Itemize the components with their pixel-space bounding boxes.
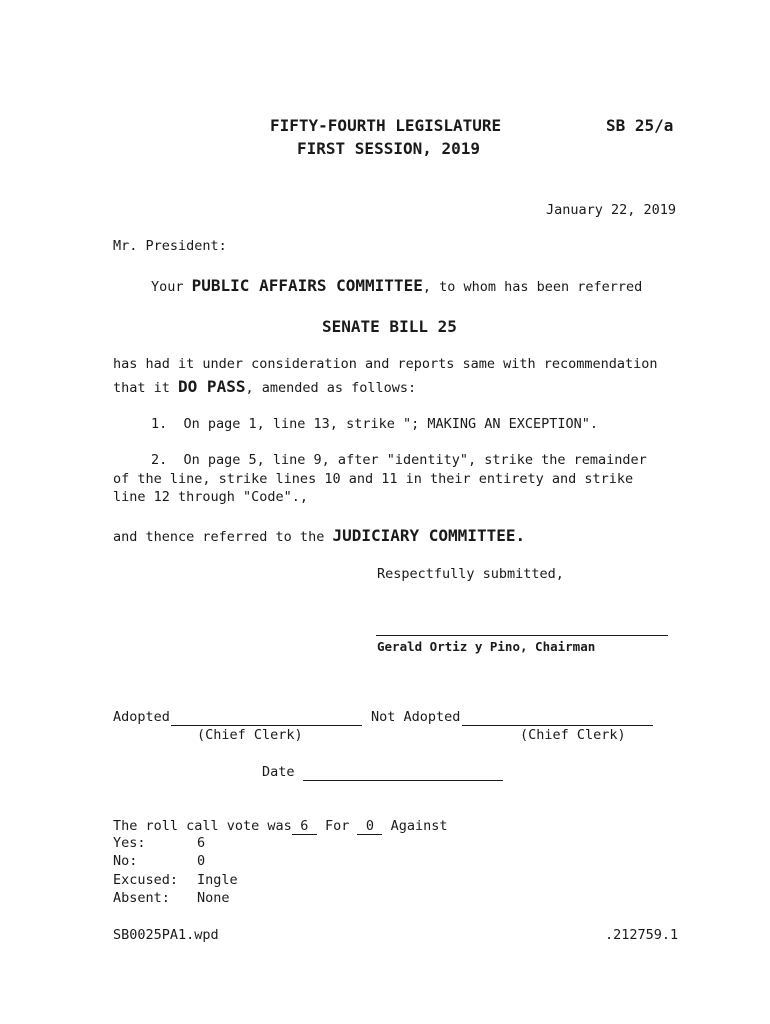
closing: Respectfully submitted, (377, 566, 564, 582)
excused-label: Excused: (113, 872, 179, 888)
bill-title: SENATE BILL 25 (322, 317, 457, 336)
report-line-2-suffix: , amended as follows: (245, 380, 417, 396)
intro-line (151, 276, 642, 295)
committee-name: PUBLIC AFFAIRS COMMITTEE (191, 276, 423, 295)
yes-value: 6 (197, 835, 206, 851)
for-label: For (324, 818, 350, 834)
absent-value: None (197, 890, 230, 906)
referral-committee: JUDICIARY COMMITTEE. (332, 526, 526, 545)
roll-call-line (113, 818, 448, 835)
bill-reference: SB 25/a (606, 116, 674, 135)
signature-name: Gerald Ortiz y Pino, Chairman (377, 639, 596, 654)
recommendation: DO PASS (178, 377, 246, 396)
against-label: Against (390, 818, 448, 834)
session-heading: FIRST SESSION, 2019 (297, 139, 481, 158)
report-date: January 22, 2019 (546, 202, 677, 218)
intro-prefix: Your (151, 279, 192, 295)
excused-value: Ingle (197, 872, 238, 888)
no-value: 0 (197, 853, 206, 869)
absent-label: Absent: (113, 890, 170, 906)
for-count: 6 (292, 818, 317, 835)
date-label: Date (262, 764, 295, 780)
chief-clerk-label-1: (Chief Clerk) (197, 727, 303, 743)
amendment-1: 1. On page 1, line 13, strike "; MAKING AN EXCEPTION". (151, 416, 599, 432)
legislature-heading: FIFTY-FOURTH LEGISLATURE (270, 116, 502, 135)
footer-doc-number: .212759.1 (605, 927, 679, 943)
report-line-2-prefix: that it (113, 380, 179, 396)
no-label: No: (113, 853, 138, 869)
adopted-label: Adopted (113, 709, 170, 725)
signature-line (376, 635, 668, 636)
intro-suffix: , to whom has been referred (422, 279, 643, 295)
adopted-signature-line (171, 725, 362, 726)
report-line-1: has had it under consideration and reports same with recommendation (113, 356, 658, 372)
against-count: 0 (357, 818, 382, 835)
salutation: Mr. President: (113, 238, 227, 254)
date-line (303, 780, 503, 781)
amendment-2-line-2: of the line, strike lines 10 and 11 in their entirety and strike (113, 471, 634, 487)
amendment-2-line-1: 2. On page 5, line 9, after "identity", strike the remainder (151, 452, 647, 468)
referral-line (113, 526, 525, 545)
yes-label: Yes: (113, 835, 146, 851)
report-line-2 (113, 377, 416, 396)
roll-call-prefix: The roll call vote was (113, 818, 292, 834)
chief-clerk-label-2: (Chief Clerk) (520, 727, 626, 743)
footer-filename: SB0025PA1.wpd (113, 927, 219, 943)
not-adopted-label: Not Adopted (371, 709, 461, 725)
amendment-2-line-3: line 12 through "Code"., (113, 489, 309, 505)
referral-prefix: and thence referred to the (113, 529, 333, 545)
not-adopted-signature-line (462, 725, 653, 726)
